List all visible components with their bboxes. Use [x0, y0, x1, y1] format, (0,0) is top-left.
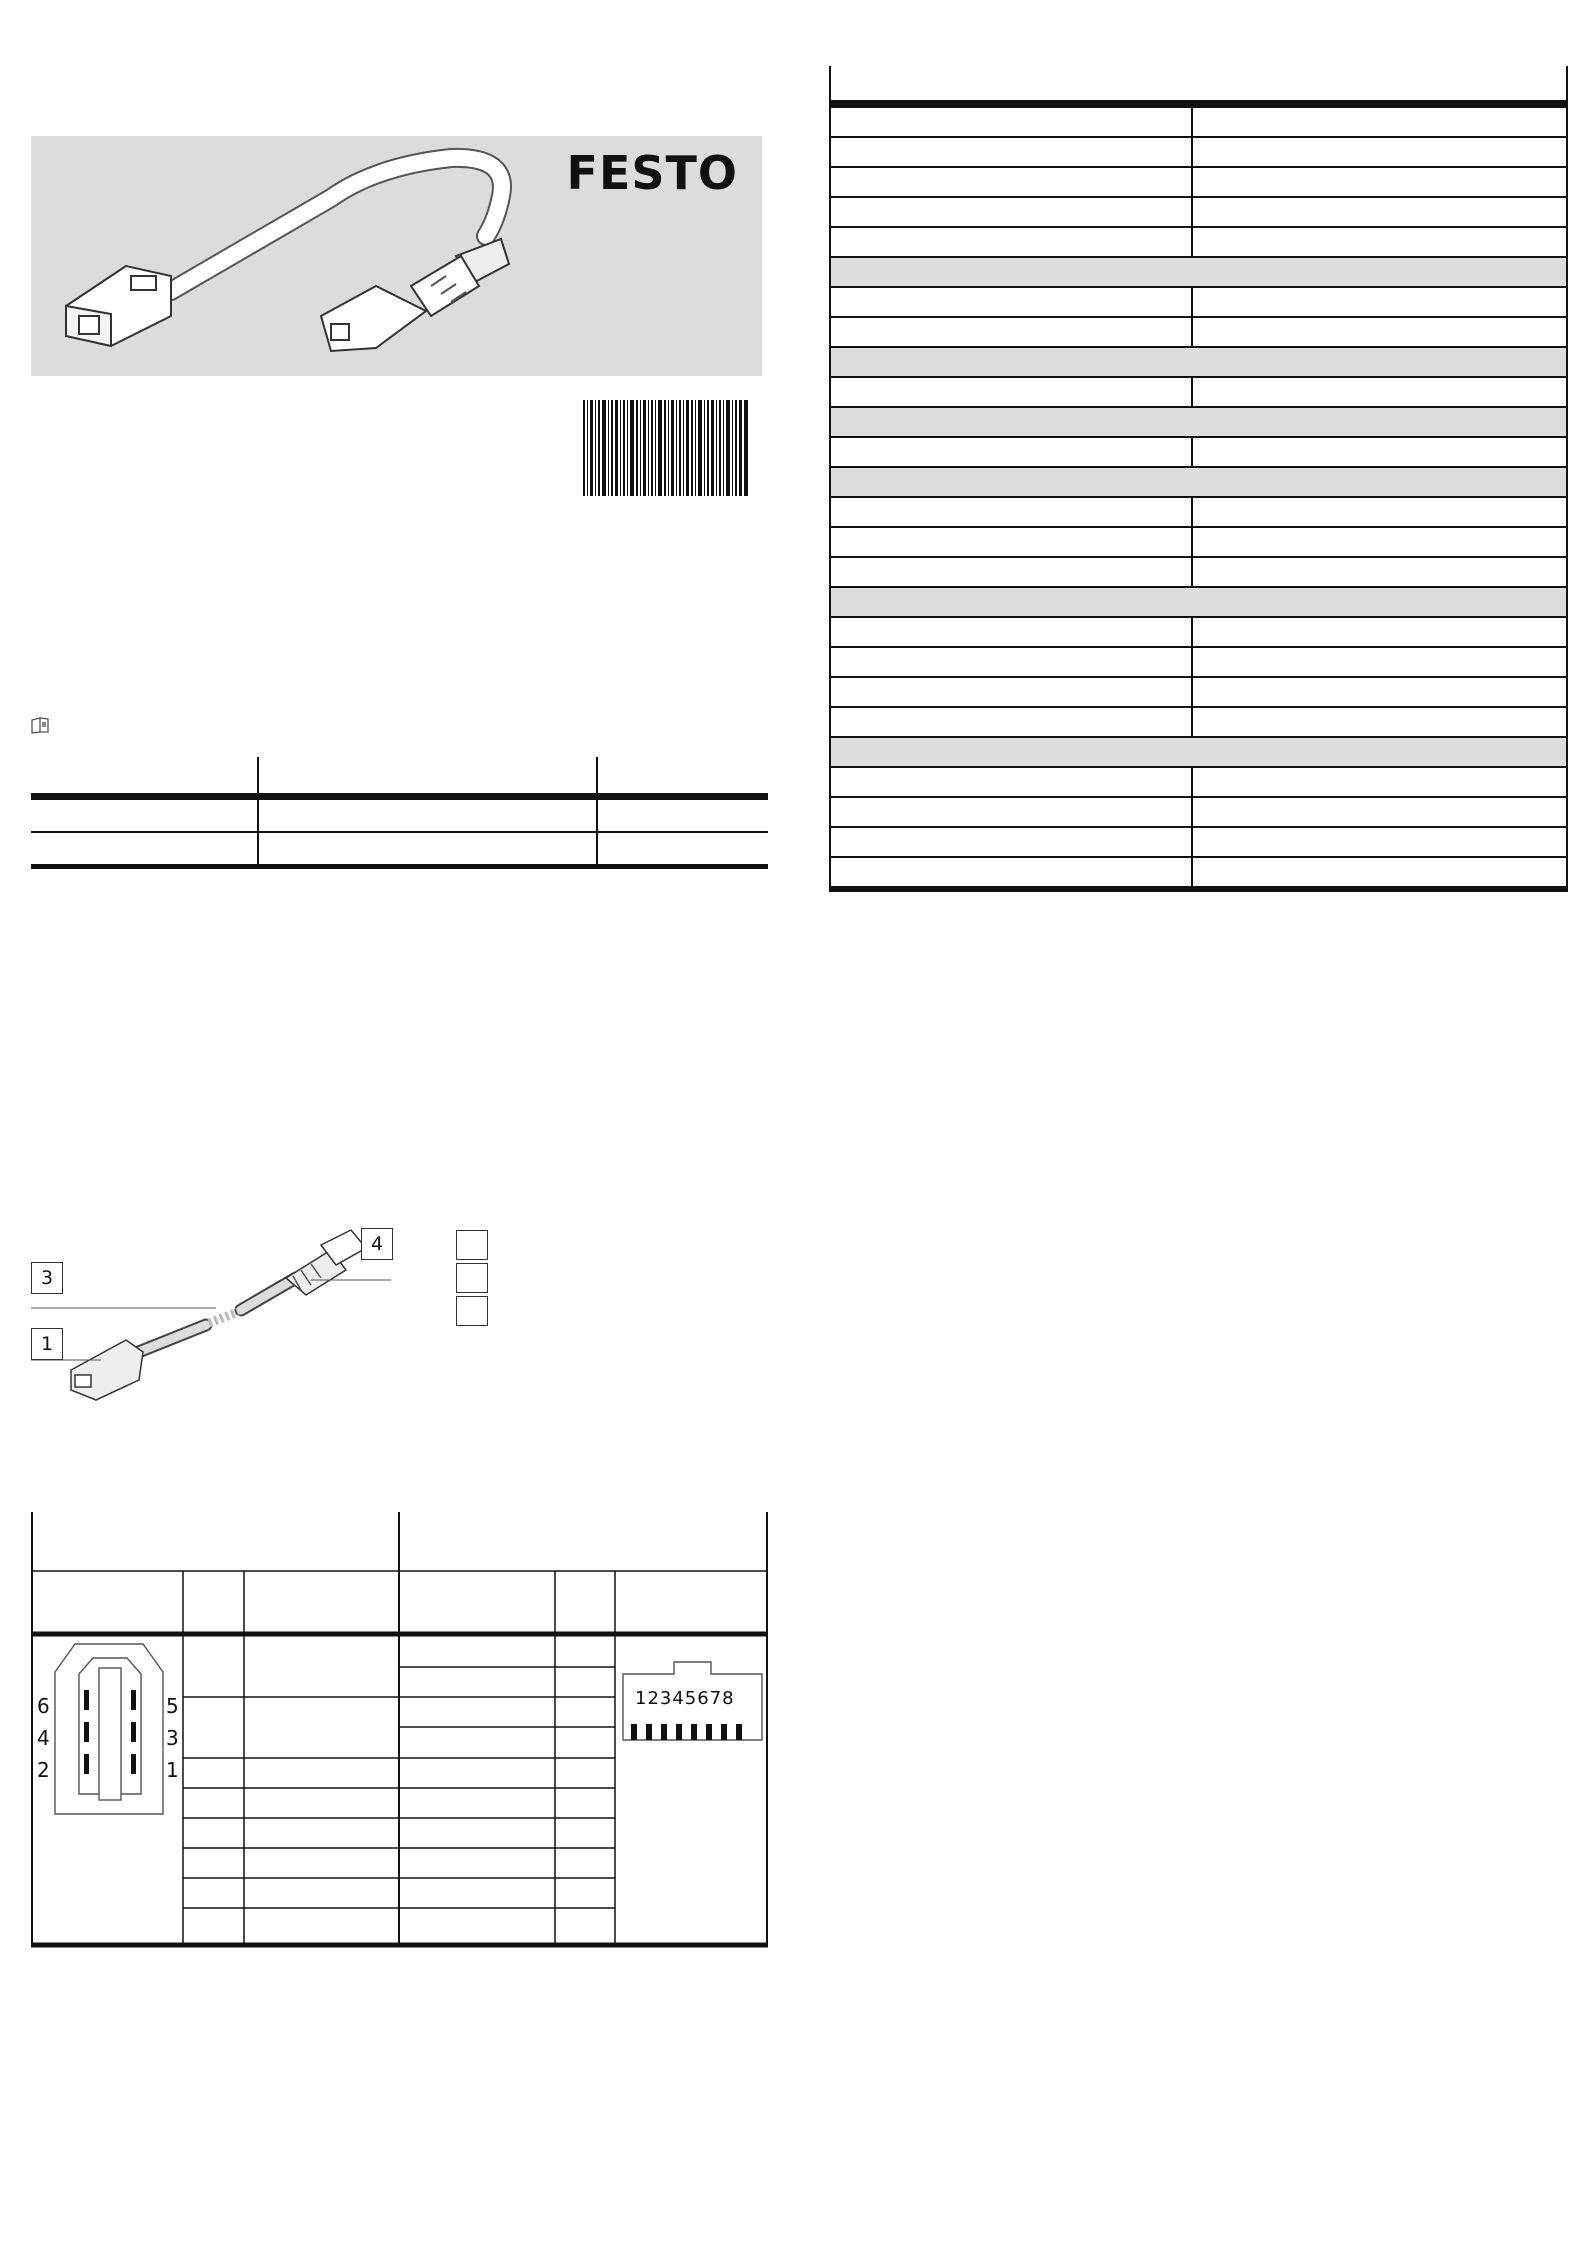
- table-row: [830, 377, 1567, 407]
- table-row: [830, 647, 1567, 677]
- table-section-row: [830, 407, 1567, 437]
- technical-data-table: [829, 66, 1568, 892]
- table-row: [830, 827, 1567, 857]
- pin-label: 3: [166, 1726, 179, 1750]
- table-row: [830, 557, 1567, 587]
- callout-3: 3: [31, 1262, 63, 1294]
- table-row: [31, 797, 768, 833]
- table-row: [830, 797, 1567, 827]
- table-row: [830, 497, 1567, 527]
- product-variants-table: [31, 757, 768, 869]
- table-row: [830, 437, 1567, 467]
- table-header-row: [830, 66, 1567, 104]
- cable-line-drawing: [31, 1210, 471, 1420]
- table-section-row: [830, 737, 1567, 767]
- table-row: [830, 197, 1567, 227]
- pin-label: 5: [166, 1694, 179, 1718]
- table-row: [830, 707, 1567, 737]
- pin-table-grid: [31, 1512, 768, 1948]
- table-row: [830, 857, 1567, 889]
- table-row: [830, 527, 1567, 557]
- table-section-row: [830, 467, 1567, 497]
- pin-label: 4: [37, 1726, 50, 1750]
- legend-box: [456, 1230, 488, 1260]
- pin-labels-left: [37, 1690, 50, 1786]
- table-row: [830, 104, 1567, 137]
- pin-label: 1: [166, 1758, 179, 1782]
- table-row: [830, 227, 1567, 257]
- cable-product-image: [31, 136, 762, 376]
- pin-assignment-table: [31, 1512, 768, 1948]
- pin-label: 6: [37, 1694, 50, 1718]
- table-row: [830, 677, 1567, 707]
- table-row: [830, 617, 1567, 647]
- cable-overview-figure: [31, 1210, 471, 1420]
- table-row: [31, 832, 768, 867]
- table-row: [830, 287, 1567, 317]
- table-row: [830, 767, 1567, 797]
- callout-1: 1: [31, 1328, 63, 1360]
- table-row: [830, 137, 1567, 167]
- table-section-row: [830, 257, 1567, 287]
- pin-labels-right: [166, 1690, 179, 1786]
- table-row: [830, 317, 1567, 347]
- manual-book-icon: [31, 717, 51, 734]
- connector-6pin-drawing: [55, 1644, 163, 1814]
- festo-logo: FESTO: [566, 146, 738, 200]
- product-banner: [31, 136, 762, 376]
- pin-label: 2: [37, 1758, 50, 1782]
- callout-4: 4: [361, 1228, 393, 1260]
- legend-box: [456, 1263, 488, 1293]
- table-header-row: [31, 757, 768, 797]
- table-section-row: [830, 587, 1567, 617]
- barcode-graphic: [583, 400, 748, 496]
- legend-box: [456, 1296, 488, 1326]
- table-row: [830, 167, 1567, 197]
- table-section-row: [830, 347, 1567, 377]
- rj45-pin-numbers: 12345678: [635, 1688, 735, 1709]
